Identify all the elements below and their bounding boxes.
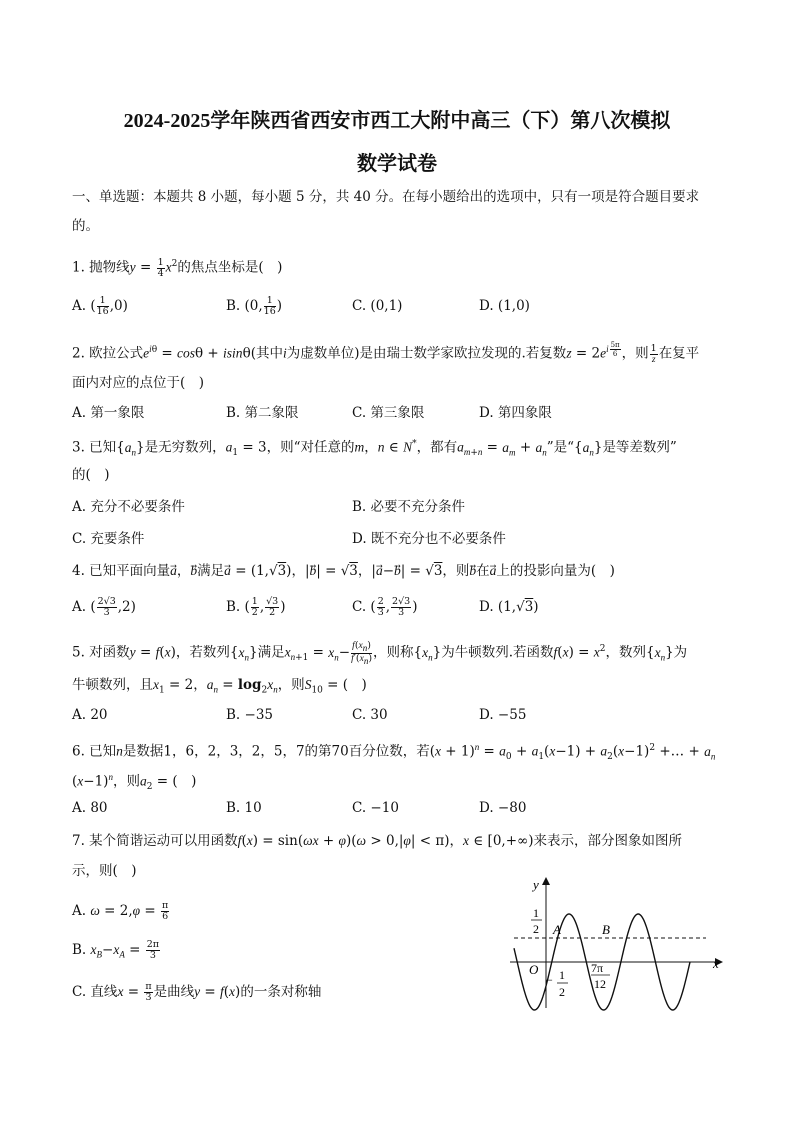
point-a-label: A	[553, 922, 561, 937]
q6-option-d: D. −80	[479, 800, 527, 816]
q4-option-a: A. ( $\frac{2√3}{3}$ ,2)	[72, 596, 136, 618]
q5-option-a: A. 20	[72, 707, 108, 723]
q3-option-c: C. 充要条件	[72, 531, 145, 547]
question-4: 4. 已知平面向量a⃗，b满足a⃗ = (1,√3)，|b⃗| = √3，|a⃗−b⃗| = √3，则b在a上的投影向量为( )	[72, 563, 615, 579]
q1-option-d: D. (1,0)	[479, 298, 530, 314]
question-5: 5. 对函数y = f(x)，若数列$\{x_n\}$满足$x_{n+1} = x_n-$ $\frac{f(x_n)}{f'(x_n)}$ ，则称$\{x_n\}$为牛顿数列.若函数$f(x) = x^2$，数列$\{x_n\}$为	[72, 639, 688, 666]
question-7: 7. 某个简谐运动可以用函数f(x) = sin(ωx + φ)(ω > 0,|φ| < π)，x ∈ [0,+∞)来表示，部分图象如图所	[72, 833, 683, 849]
question-7-cont: 示，则( )	[72, 863, 137, 879]
question-3-cont: 的( )	[72, 467, 110, 483]
section-heading-cont: 的。	[72, 218, 99, 234]
q3-option-a: A. 充分不必要条件	[72, 499, 185, 515]
question-2-cont: 面内对应的点位于( )	[72, 375, 205, 391]
q7-option-b: B. $x_B-x_A$ = $\frac{2\pi}{3}$	[72, 939, 160, 961]
question-6-cont: $(x-1)^n$，则$a_2$ = ( )	[72, 772, 197, 793]
question-5-cont: 牛顿数列，且$x_1 = 2$，$a_n = \log_2x_n$，则$S_{10}$ = ( )	[72, 677, 367, 696]
section-heading: 一、单选题：本题共 8 小题，每小题 5 分，共 40 分。在每小题给出的选项中，只有一项是符合题目要求	[72, 189, 700, 205]
q2-option-b: B. 第二象限	[226, 405, 299, 421]
y-half-num: 1	[533, 906, 539, 920]
q3-option-d: D. 既不充分也不必要条件	[352, 531, 506, 547]
q3-option-b: B. 必要不充分条件	[352, 499, 466, 515]
q4-option-c: C. ( $\frac{2}{3}$ , $\frac{2√3}{3}$ )	[352, 596, 418, 618]
q1-option-b: B. (0, $\frac{1}{16}$ )	[226, 295, 283, 317]
q2-option-d: D. 第四象限	[479, 405, 552, 421]
q6-option-c: C. −10	[352, 800, 399, 816]
q5-option-c: C. 30	[352, 707, 388, 723]
question-6: 6. 已知n是数据1，6，2，3，2，5，7的第70百分位数，若$(x + 1)^n = a_0 + a_1(x-1) + a_2(x-1)^2$ +… + $a_n$	[72, 742, 716, 763]
y-neg-num: 1	[559, 968, 565, 982]
exam-title-line1: 2024-2025学年陕西省西安市西工大附中高三（下）第八次模拟	[123, 110, 671, 132]
x-mark-num: 7π	[591, 961, 604, 975]
q2-option-a: A. 第一象限	[72, 405, 145, 421]
x-mark-den: 12	[594, 977, 606, 991]
q5-option-b: B. −35	[226, 707, 273, 723]
q7-option-a: A. ω = 2,φ = $\frac{\pi}{6}$	[72, 900, 169, 922]
q6-option-a: A. 80	[72, 800, 108, 816]
exam-title-line2: 数学试卷	[357, 153, 437, 175]
q1-option-c: C. (0,1)	[352, 298, 403, 314]
q1-option-a: A. ( $\frac{1}{16}$ ,0)	[72, 295, 128, 317]
origin-label: O	[529, 962, 539, 977]
y-neg-den: 2	[559, 985, 565, 999]
q6-option-b: B. 10	[226, 800, 262, 816]
y-axis-label: y	[533, 877, 539, 892]
q7-option-c: C. 直线x = $\frac{\pi}{3}$ 是曲线y = f(x)的一条对称轴	[72, 981, 322, 1003]
q5-option-d: D. −55	[479, 707, 527, 723]
sine-graph	[500, 872, 730, 1012]
question-1: 1. 抛物线y = $\frac{1}{4}$ $x^2$的焦点坐标是( )	[72, 256, 283, 279]
y-neg-sign: −	[546, 973, 553, 987]
q2-option-c: C. 第三象限	[352, 405, 425, 421]
question-3: 3. 已知$\{a_n\}$是无穷数列，$a_1 = 3$，则“对任意的m，n ∈ N*，都有$a_{m+n} = a_m + a_n$”是“$\{a_n\}$是等差数列”	[72, 439, 677, 459]
point-b-label: B	[602, 922, 610, 937]
y-half-den: 2	[533, 922, 539, 936]
q4-option-b: B. ( $\frac{1}{2}$ , $\frac{√3}{2}$ )	[226, 596, 286, 618]
q4-option-d: D. (1,√3)	[479, 599, 539, 615]
x-axis-label: x	[713, 956, 719, 971]
question-2: 2. 欧拉公式$e^{i\theta} = \cos\theta + isin\theta$(其中i为虚数单位)是由瑞士数学家欧拉发现的.若复数$z = 2e^{i \frac{5\pi}{6}}$ ，则 $\frac{1}{z}$ 在复平	[72, 341, 700, 365]
